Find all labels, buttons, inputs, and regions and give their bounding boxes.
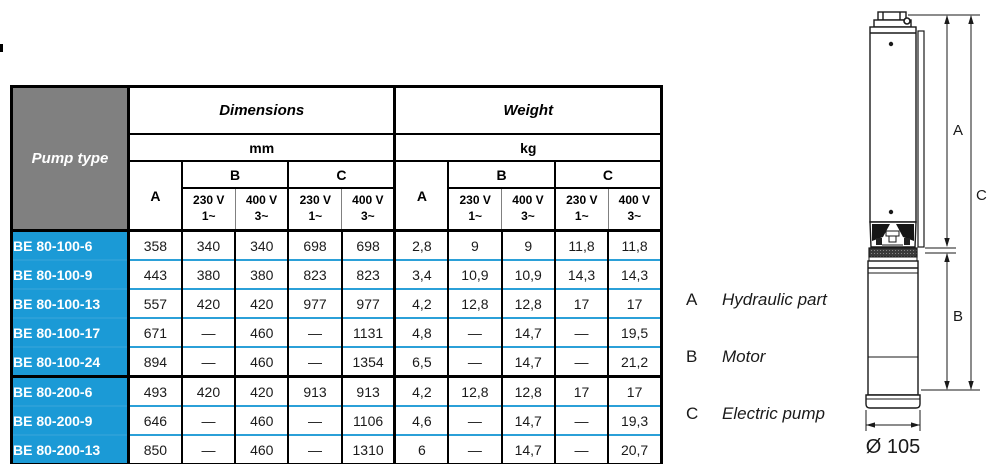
value-cell: 14,7 (502, 318, 555, 347)
value-cell: 460 (235, 406, 288, 435)
value-cell: 11,8 (555, 231, 608, 261)
legend-item-hydraulic-part (686, 290, 827, 310)
col-header-c-weight: C (555, 161, 662, 188)
value-cell: 443 (129, 260, 182, 289)
value-cell: 6,5 (395, 347, 448, 377)
table-row (12, 260, 662, 289)
value-cell: 6 (395, 435, 448, 464)
col-header-230v-1ph: 230 V 1~ (182, 188, 235, 231)
value-cell: 460 (235, 435, 288, 464)
pump-type-cell: BE 80-200-6 (12, 377, 129, 407)
value-cell: 20,7 (608, 435, 661, 464)
value-cell: 11,8 (608, 231, 661, 261)
value-cell: 12,8 (448, 377, 501, 407)
value-cell: 14,3 (555, 260, 608, 289)
value-cell: 17 (608, 289, 661, 318)
table-row (12, 289, 662, 318)
table-row (12, 318, 662, 347)
value-cell: 493 (129, 377, 182, 407)
col-header-400v-3ph: 400 V 3~ (342, 188, 395, 231)
value-cell: 894 (129, 347, 182, 377)
dim-label-a: A (953, 122, 964, 139)
pump-type-header: Pump type (12, 87, 129, 231)
value-cell: 698 (288, 231, 341, 261)
value-cell: 12,8 (502, 377, 555, 407)
scan-artifact (0, 44, 3, 52)
value-cell: 850 (129, 435, 182, 464)
pump-type-cell: BE 80-100-9 (12, 260, 129, 289)
value-cell: 698 (342, 231, 395, 261)
value-cell: 2,8 (395, 231, 448, 261)
value-cell: 460 (235, 347, 288, 377)
value-cell: 4,2 (395, 377, 448, 407)
col-header-400v-3ph: 400 V 3~ (608, 188, 661, 231)
value-cell: 420 (235, 289, 288, 318)
value-cell: 1310 (342, 435, 395, 464)
value-cell: 1106 (342, 406, 395, 435)
value-cell: 14,7 (502, 347, 555, 377)
value-cell: 557 (129, 289, 182, 318)
legend-key: C (686, 404, 699, 423)
value-cell: — (288, 318, 341, 347)
value-cell: — (448, 347, 501, 377)
col-header-230v-1ph: 230 V 1~ (555, 188, 608, 231)
pump-type-cell: BE 80-100-13 (12, 289, 129, 318)
legend-item-electric-pump (686, 404, 825, 424)
pump-type-cell: BE 80-100-17 (12, 318, 129, 347)
table-row (12, 435, 662, 464)
pump-type-cell: BE 80-100-24 (12, 347, 129, 377)
value-cell: 1354 (342, 347, 395, 377)
value-cell: 19,3 (608, 406, 661, 435)
dim-label-b: B (953, 308, 964, 325)
value-cell: 380 (182, 260, 235, 289)
col-header-400v-3ph: 400 V 3~ (502, 188, 555, 231)
value-cell: — (448, 435, 501, 464)
table-row (12, 347, 662, 377)
value-cell: — (448, 318, 501, 347)
legend-item-motor (686, 347, 765, 367)
col-header-230v-1ph: 230 V 1~ (448, 188, 501, 231)
value-cell: 823 (342, 260, 395, 289)
value-cell: — (288, 435, 341, 464)
value-cell: 17 (608, 377, 661, 407)
value-cell: 12,8 (448, 289, 501, 318)
value-cell: 9 (448, 231, 501, 261)
weight-unit-header: kg (395, 134, 662, 161)
value-cell: 19,5 (608, 318, 661, 347)
legend-key: A (686, 290, 698, 309)
value-cell: — (555, 347, 608, 377)
value-cell: 14,7 (502, 406, 555, 435)
value-cell: 3,4 (395, 260, 448, 289)
value-cell: 823 (288, 260, 341, 289)
col-header-c-dim: C (288, 161, 395, 188)
value-cell: 977 (342, 289, 395, 318)
value-cell: 977 (288, 289, 341, 318)
value-cell: 12,8 (502, 289, 555, 318)
value-cell: 420 (182, 377, 235, 407)
value-cell: 420 (235, 377, 288, 407)
value-cell: 913 (342, 377, 395, 407)
pump-technical-drawing (840, 0, 1000, 464)
value-cell: 913 (288, 377, 341, 407)
col-header-a-dim: A (129, 161, 182, 231)
value-cell: 9 (502, 231, 555, 261)
pump-type-cell: BE 80-200-13 (12, 435, 129, 464)
value-cell: — (448, 406, 501, 435)
pump-type-cell: BE 80-100-6 (12, 231, 129, 261)
value-cell: 420 (182, 289, 235, 318)
value-cell: 21,2 (608, 347, 661, 377)
value-cell: 17 (555, 289, 608, 318)
value-cell: — (555, 435, 608, 464)
value-cell: 14,7 (502, 435, 555, 464)
value-cell: 4,8 (395, 318, 448, 347)
value-cell: — (555, 318, 608, 347)
diameter-label: Ø 105 (865, 436, 921, 458)
value-cell: 340 (235, 231, 288, 261)
col-header-230v-1ph: 230 V 1~ (288, 188, 341, 231)
value-cell: 380 (235, 260, 288, 289)
value-cell: — (182, 318, 235, 347)
value-cell: 4,6 (395, 406, 448, 435)
value-cell: 1131 (342, 318, 395, 347)
value-cell: 14,3 (608, 260, 661, 289)
value-cell: — (182, 406, 235, 435)
col-header-b-weight: B (448, 161, 555, 188)
pump-spec-table (10, 85, 663, 464)
col-header-b-dim: B (182, 161, 289, 188)
legend-label: Electric pump (722, 404, 825, 423)
value-cell: 671 (129, 318, 182, 347)
value-cell: 340 (182, 231, 235, 261)
weight-group-header: Weight (395, 87, 662, 135)
col-header-400v-3ph: 400 V 3~ (235, 188, 288, 231)
value-cell: 10,9 (502, 260, 555, 289)
value-cell: 17 (555, 377, 608, 407)
legend-label: Hydraulic part (722, 290, 827, 309)
dim-label-c: C (976, 187, 987, 204)
legend-key: B (686, 347, 698, 366)
col-header-a-weight: A (395, 161, 448, 231)
value-cell: — (555, 406, 608, 435)
value-cell: 460 (235, 318, 288, 347)
value-cell: — (182, 347, 235, 377)
dimensions-group-header: Dimensions (129, 87, 395, 135)
value-cell: 358 (129, 231, 182, 261)
table-row (12, 377, 662, 407)
value-cell: — (288, 347, 341, 377)
pump-type-cell: BE 80-200-9 (12, 406, 129, 435)
table-row (12, 406, 662, 435)
legend-label: Motor (722, 347, 766, 366)
value-cell: — (288, 406, 341, 435)
value-cell: — (182, 435, 235, 464)
pump-body-outline (866, 12, 924, 408)
table-row (12, 231, 662, 261)
value-cell: 646 (129, 406, 182, 435)
value-cell: 4,2 (395, 289, 448, 318)
dimensions-unit-header: mm (129, 134, 395, 161)
value-cell: 10,9 (448, 260, 501, 289)
